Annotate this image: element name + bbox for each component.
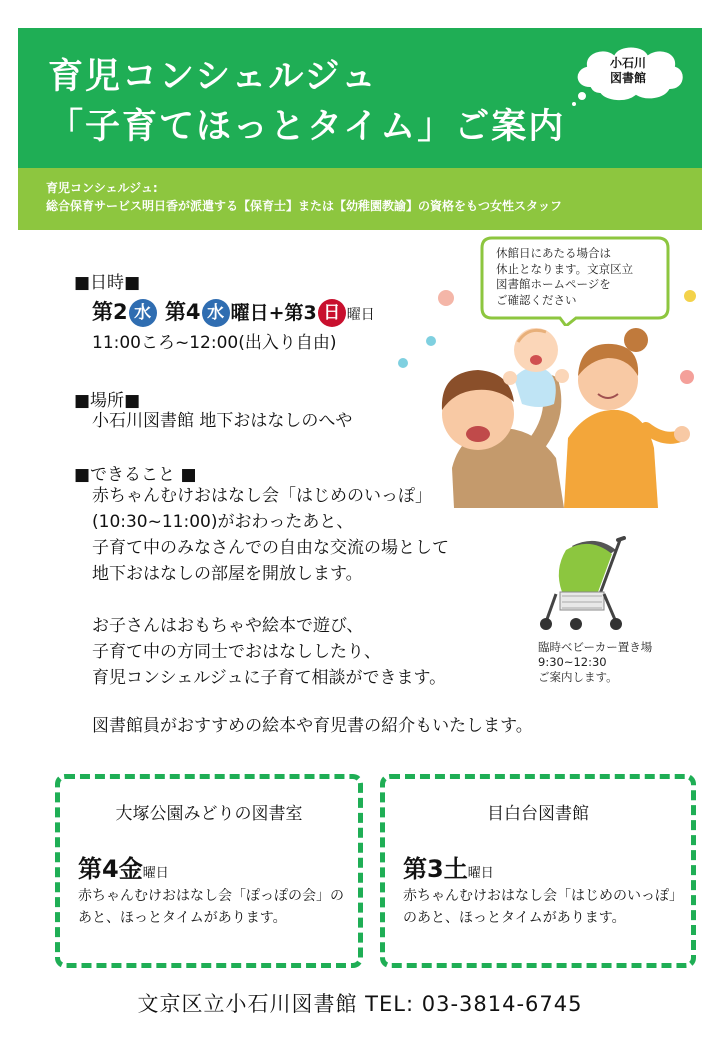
closure-notice <box>496 246 662 308</box>
stroller-line1: 臨時ベビーカー置き場 <box>538 640 653 654</box>
branch-card-mejirodai <box>380 774 696 968</box>
stroller-line3: ご案内します。 <box>538 670 618 684</box>
footer-contact: 文京区立小石川図書館 TEL: 03-3814-6745 <box>137 992 583 1016</box>
place-text: 小石川図書館 地下おはなしのへや <box>92 411 353 431</box>
activities-line2: (10:30~11:00)がおわったあと、 <box>92 512 354 532</box>
schedule-part4: 曜日 <box>346 307 375 323</box>
branch-schedule <box>403 849 494 884</box>
branch-youbi: 曜日 <box>142 866 169 881</box>
branch-description: 赤ちゃんむけおはなし会「はじめのいっぽ」のあと、ほっとタイムがあります。 <box>403 888 676 926</box>
activities-line7: 育児コンシェルジュに子育て相談ができます。 <box>92 668 447 688</box>
family-illustration-icon <box>418 318 690 508</box>
activities-heading-label: ■できること <box>74 465 176 485</box>
activities-line8: 図書館員がおすすめの絵本や育児書の紹介もいたします。 <box>92 716 533 736</box>
activities-line4: 地下おはなしの部屋を開放します。 <box>92 564 363 584</box>
branch-name: 目白台図書館 <box>487 804 589 824</box>
notice-line2: 休止となります。文京区立 <box>496 261 634 276</box>
branch-description: 赤ちゃんむけおはなし会「ぽっぽの会」のあと、ほっとタイムがあります。 <box>78 888 344 926</box>
place-heading-mark: ■ <box>124 391 141 411</box>
notice-line3: 図書館ホームページを <box>496 277 611 291</box>
wednesday-badge: 水 <box>129 299 157 327</box>
datetime-heading <box>74 268 140 293</box>
notice-line4: ご確認ください <box>496 292 577 307</box>
wednesday-badge: 水 <box>202 299 230 327</box>
page-title-line2: 「子育てほっとタイム」ご案内 <box>48 107 566 147</box>
stroller-icon <box>536 536 634 636</box>
activities-heading-mark: ■ <box>180 465 197 485</box>
stroller-parking-note <box>538 640 652 685</box>
activities-line1: 赤ちゃんむけおはなし会「はじめのいっぽ」 <box>92 486 432 506</box>
badge-line2: 図書館 <box>609 71 646 85</box>
schedule-part2: 第4 <box>164 300 201 324</box>
sunday-badge: 日 <box>318 299 346 327</box>
branch-youbi: 曜日 <box>467 866 494 881</box>
activities-heading <box>74 460 197 485</box>
notice-line1: 休館日にあたる場合は <box>496 246 611 260</box>
schedule-time: 11:00ころ~12:00(出入り自由) <box>92 333 337 353</box>
decor-dot-icon <box>438 290 454 306</box>
place-heading-label: ■場所 <box>74 391 125 411</box>
schedule-days <box>92 296 375 327</box>
decor-dot-icon <box>684 290 696 302</box>
datetime-heading-label: ■日時 <box>74 273 125 293</box>
branch-name: 大塚公園みどりの図書室 <box>115 804 303 824</box>
branch-day: 第3土 <box>403 855 468 883</box>
branch-card-otsuka <box>55 774 363 968</box>
concierge-label: 育児コンシェルジュ: <box>46 181 158 195</box>
concierge-description-band <box>18 168 702 230</box>
badge-line1: 小石川 <box>609 56 646 70</box>
decor-dot-icon <box>398 358 408 368</box>
activities-line3: 子育て中のみなさんでの自由な交流の場として <box>92 538 449 558</box>
stroller-line2: 9:30~12:30 <box>538 655 607 669</box>
concierge-description: 総合保育サービス明日香が派遣する【保育士】または【幼稚園教諭】の資格をもつ女性スタッフ <box>46 199 563 213</box>
activities-line5: お子さんはおもちゃや絵本で遊び、 <box>92 616 364 636</box>
datetime-heading-mark: ■ <box>124 273 141 293</box>
schedule-part1: 第2 <box>92 300 128 324</box>
activities-line6: 子育て中の方同士でおはなししたり、 <box>92 642 381 662</box>
branch-schedule <box>78 849 169 884</box>
library-badge <box>588 56 668 86</box>
branch-day: 第4金 <box>78 855 143 883</box>
page-title-line1: 育児コンシェルジュ <box>48 57 378 97</box>
schedule-part3: 曜日+第3 <box>230 302 317 324</box>
